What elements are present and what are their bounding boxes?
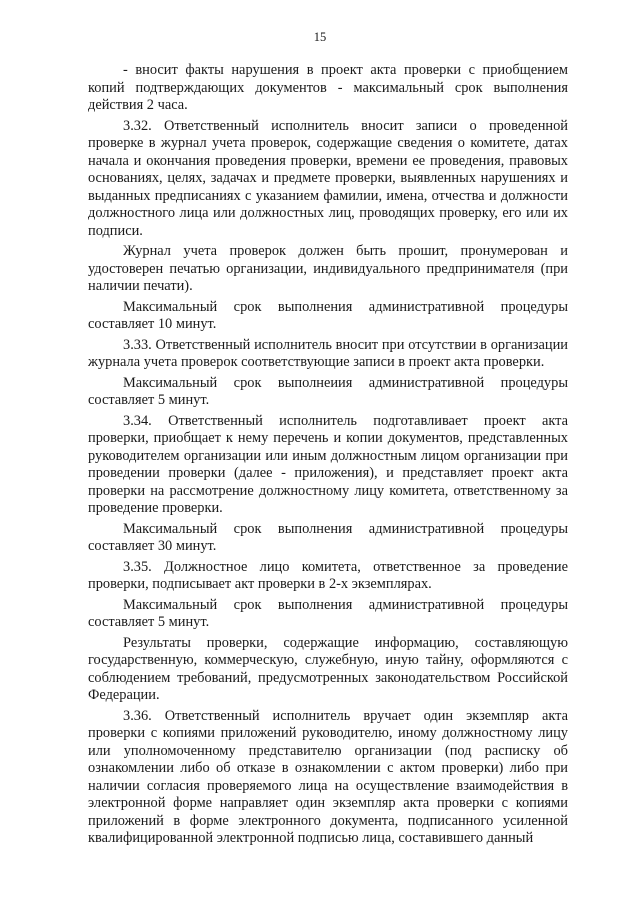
paragraph-max-time-10: Максимальный срок выполнения административной процедуры составляет 10 минут. <box>88 298 568 332</box>
page-number: 15 <box>313 30 327 44</box>
paragraph-3-32: 3.32. Ответственный исполнитель вносит записи о проведенной проверке в журнал учета проверок, содержащие сведения о комитете, датах начала и окончания проведения проверки, времени ее проведения, правовых основаниях, целях, задачах и предмете проверки, выявленных нарушениях и выданных предписаниях с указанием фамилии, имена, отчества и должности должностного лица или должностных лиц, проводящих проверку, его или их подписи. <box>88 117 568 239</box>
page-body <box>88 62 568 851</box>
paragraph-journal: Журнал учета проверок должен быть прошит, пронумерован и удостоверен печатью организации, индивидуального предпринимателя (при наличии печати). <box>88 243 568 294</box>
paragraph-3-36: 3.36. Ответственный исполнитель вручает один экземпляр акта проверки с копиями приложений руководителю, иному должностному лицу или уполномоченному представителю организации (под расписку об ознакомлении либо об отказе в ознакомлении с актом проверки) либо при наличии согласия проверяемого лица на осуществление взаимодействия в электронной форме направляет один экземпляр акта проверки с копиями приложений в форме электронного документа, подписанного усиленной квалифицированной электронной подписью лица, составившего данный <box>88 707 568 846</box>
paragraph-results: Результаты проверки, содержащие информацию, составляющую государственную, коммерческую, служебную, иную тайну, оформляются с соблюдением требований, предусмотренных законодательством Российской Федерации. <box>88 634 568 703</box>
paragraph-facts: - вносит факты нарушения в проект акта проверки с приобщением копий подтверждающих документов - максимальный срок выполнения действия 2 часа. <box>88 62 568 113</box>
paragraph-max-time-30: Максимальный срок выполнения административной процедуры составляет 30 минут. <box>88 520 568 554</box>
paragraph-max-time-5a: Максимальный срок выполнеиия административной процедуры составляет 5 минут. <box>88 374 568 408</box>
paragraph-max-time-5b: Максимальный срок выполнения административной процедуры составляет 5 минут. <box>88 596 568 630</box>
paragraph-3-33: 3.33. Ответственный исполнитель вносит при отсутствии в организации журнала учета проверок соответствующие записи в проект акта проверки. <box>88 336 568 370</box>
paragraph-3-34: 3.34. Ответственный исполнитель подготавливает проект акта проверки, приобщает к нему перечень и копии документов, представленных руководителем организации или иным должностным лицом организации при проведении проверки (далее - приложения), и представляет проект акта проверки на рассмотрение должностному лицу комитета, ответственному за проведение проверки. <box>88 412 568 516</box>
paragraph-3-35: 3.35. Должностное лицо комитета, ответственное за проведение проверки, подписывает акт проверки в 2-х экземплярах. <box>88 558 568 592</box>
